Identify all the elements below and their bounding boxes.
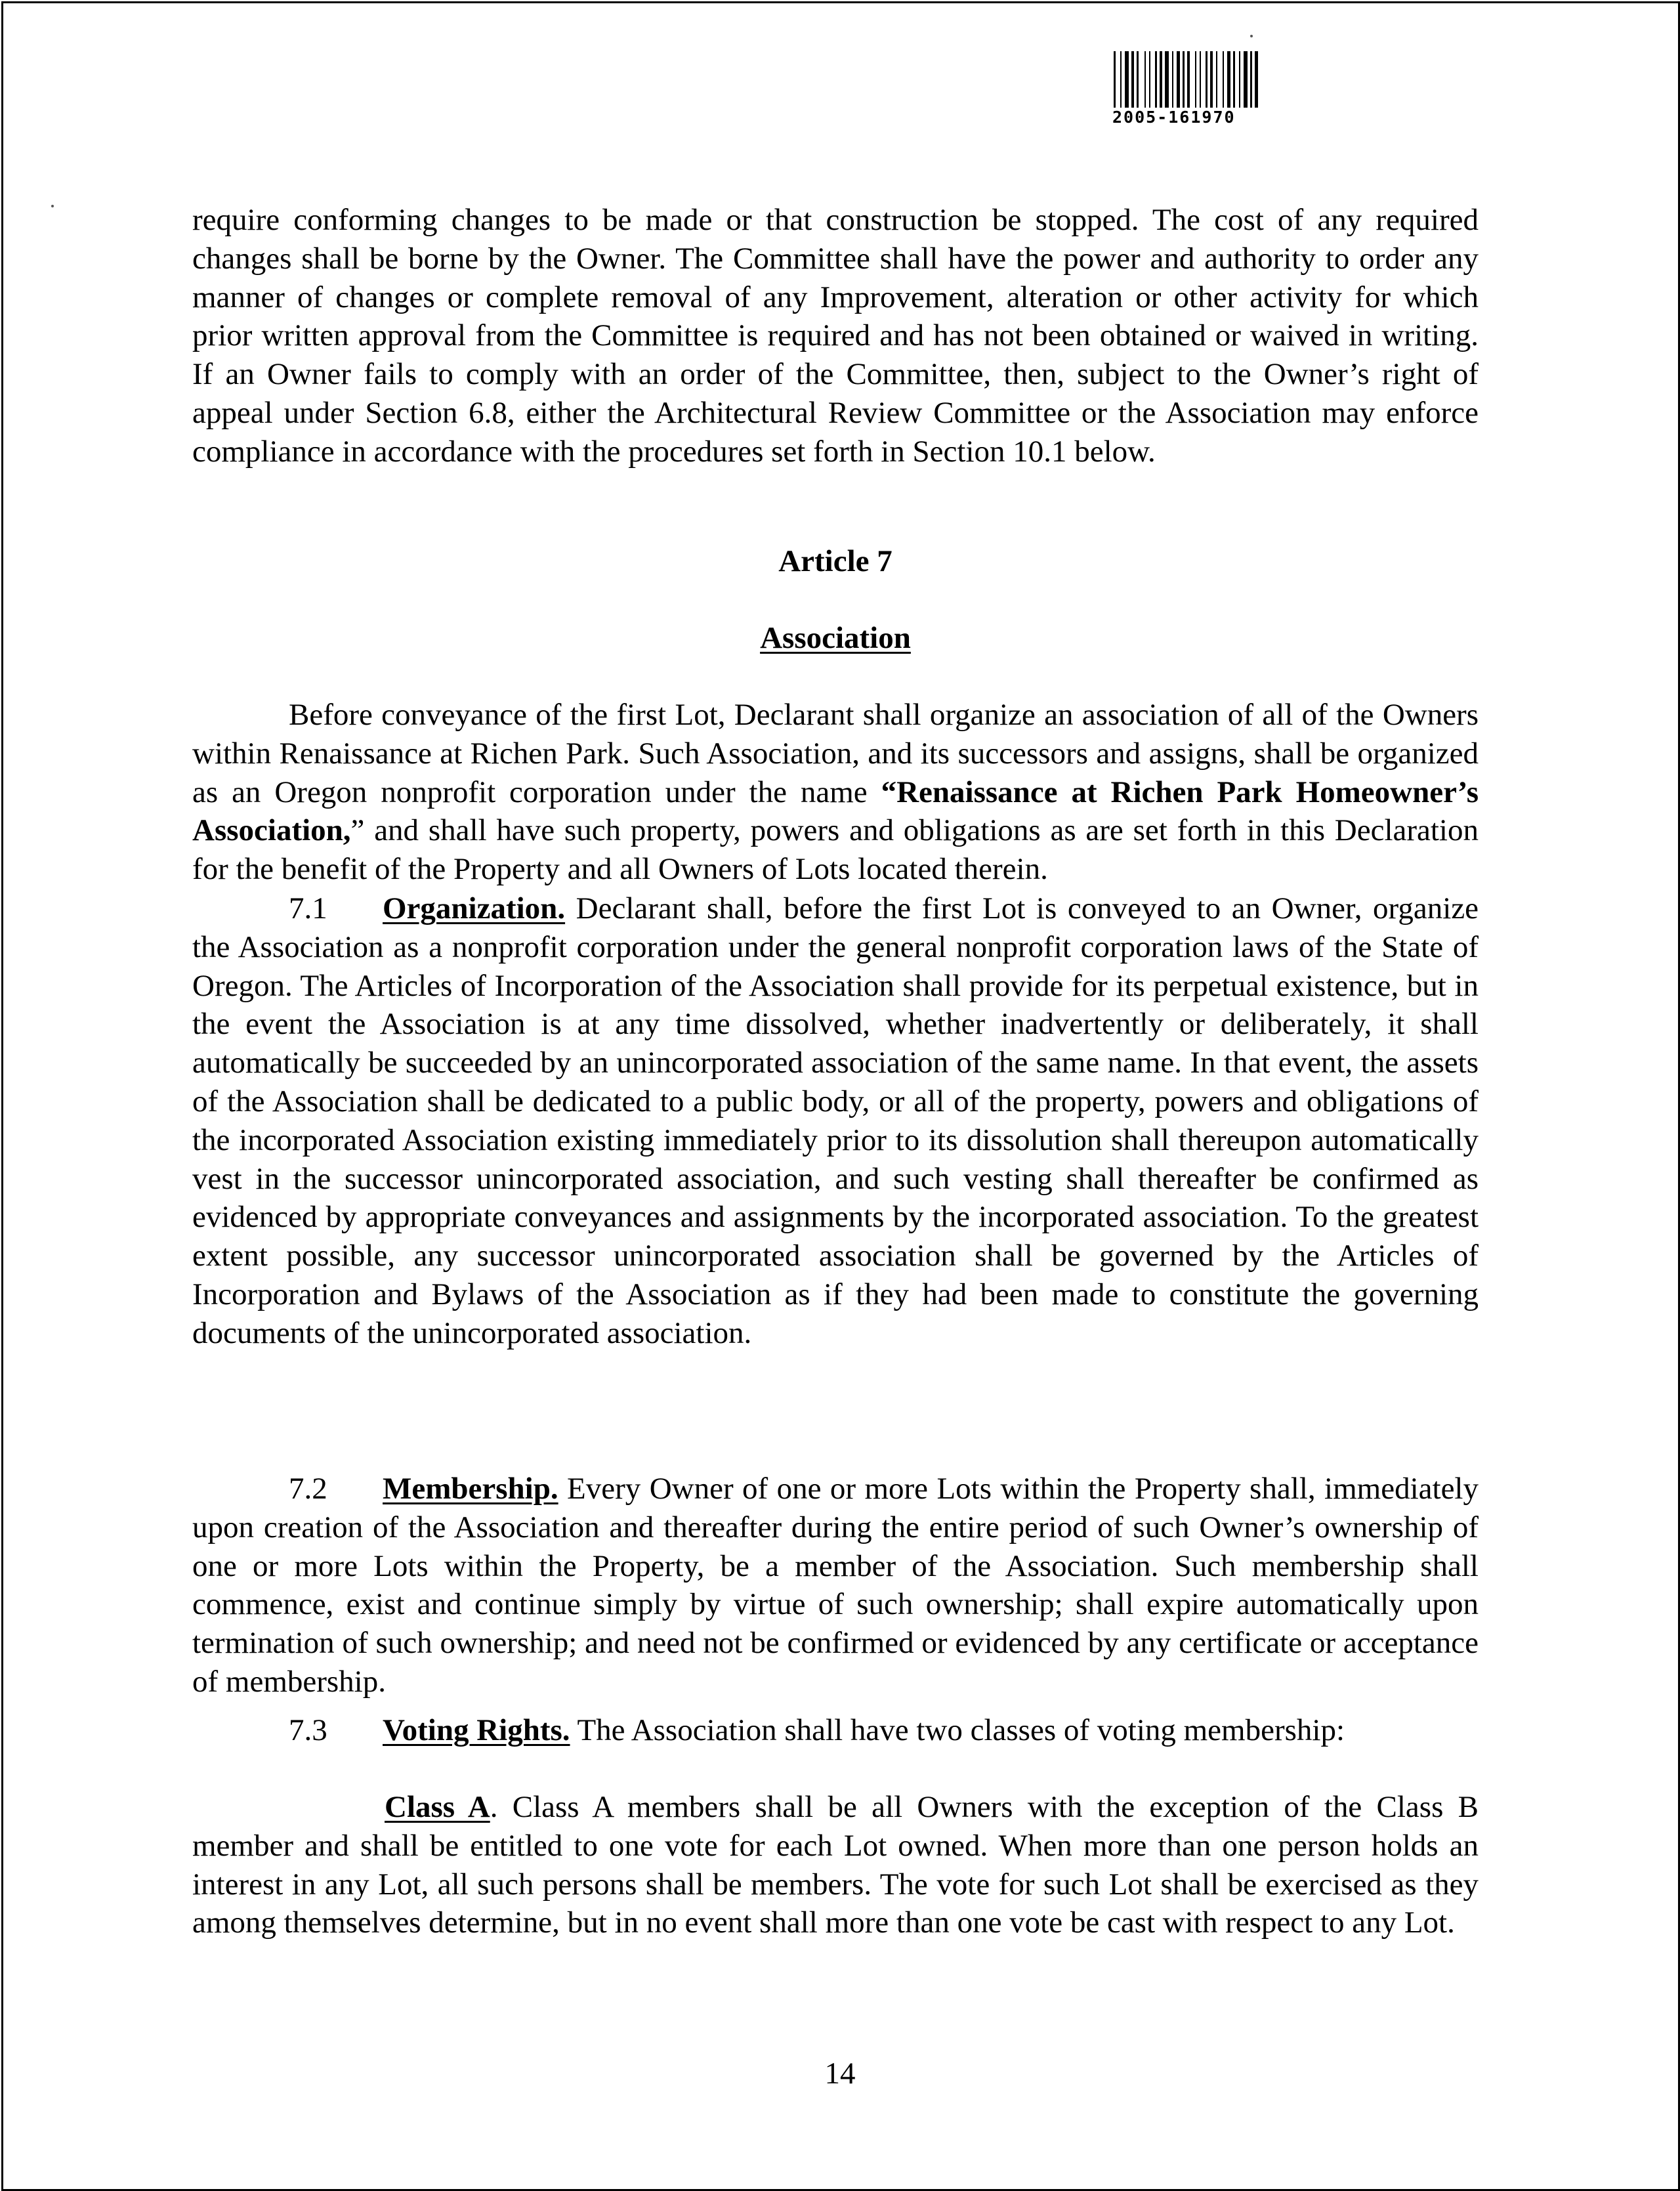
- section-number: 7.3: [289, 1713, 327, 1747]
- barcode-bar: [1155, 51, 1157, 108]
- class-a-text: . Class A members shall be all Owners with the exception of the Class B member and shall be entitled to one vote for each Lot owned. When more than one person holds an interest in any Lot, all such persons shall be members. The vote for such Lot shall be exercised as they among themselves determine, but in no event shall more than one vote be cast with respect to any Lot.: [192, 1790, 1479, 1940]
- barcode-bar: [1149, 51, 1150, 108]
- section-text: Every Owner of one or more Lots within the Property shall, immediately upon creation of the Association and thereafter during the entire period of such Owner’s ownership of one or more Lots within the Property, be a member of the Association. Such membership shall commence, exist and continue simply by virtue of such ownership; shall expire automatically upon termination of such ownership; and need not be confirmed or evidenced by any certificate or acceptance of membership.: [192, 1472, 1479, 1699]
- barcode-bar: [1114, 51, 1116, 108]
- barcode-bar: [1244, 51, 1248, 108]
- section-number: 7.2: [289, 1472, 327, 1506]
- page-number: 14: [824, 2056, 856, 2091]
- class-a-title: Class A: [385, 1790, 490, 1824]
- barcode-bar: [1255, 51, 1258, 108]
- section-7-2: [192, 1470, 1479, 1701]
- article-intro-after: ” and shall have such property, powers and obligations as are set forth in this Declaration for the benefit of the Property and all Owners of Lots located therein.: [192, 813, 1479, 887]
- barcode-bar: [1206, 51, 1208, 108]
- barcode-bar: [1227, 51, 1230, 108]
- association-name: “Renaissance at Richen Park Homeowner’s Association,: [192, 775, 1479, 848]
- barcode-bar: [1210, 51, 1213, 108]
- section-7-1: [192, 889, 1479, 1353]
- barcode-bar: [1200, 51, 1201, 108]
- article-heading: Article 7: [778, 544, 892, 578]
- scan-speck: [1250, 35, 1253, 37]
- barcode-bar: [1239, 51, 1240, 108]
- barcode-bar: [1177, 51, 1180, 108]
- barcode-bar: [1120, 51, 1122, 108]
- section-text: Declarant shall, before the first Lot is conveyed to an Owner, organize the Association as a nonprofit corporation under the general nonprofit corporation laws of the State of Oregon. The Articles of Incorporation of the Association shall provide for its perpetual existence, but in the event the Association is at any time dissolved, whether inadvertently or deliberately, it shall automatically be succeeded by an unincorporated association of the same name. In that event, the assets of the Association shall be dedicated to a public body, or all of the property, powers and obligations of the incorporated Association existing immediately prior to its dissolution shall thereupon automatically vest in the successor unincorporated association, and such vesting shall thereafter be confirmed as evidenced by appropriate conveyances and assignments by the incorporated association. To the greatest extent possible, any successor unincorporated association shall be governed by the Articles of Incorporation and Bylaws of the Association as if they had been made to constitute the governing documents of the unincorporated association.: [192, 891, 1479, 1350]
- article-title-text: Association: [760, 621, 911, 655]
- barcode-bar: [1195, 51, 1196, 108]
- barcode-bar: [1144, 51, 1146, 108]
- class-a-paragraph: [192, 1788, 1479, 1942]
- barcode-bar: [1250, 51, 1252, 108]
- article-intro-paragraph: [192, 696, 1479, 889]
- barcode: [1112, 51, 1408, 108]
- scan-speck: [51, 205, 54, 207]
- barcode-bar: [1183, 51, 1185, 108]
- barcode-bar: [1165, 51, 1169, 108]
- barcode-bar: [1172, 51, 1173, 108]
- section-text: The Association shall have two classes of voting membership:: [570, 1713, 1345, 1747]
- section-number: 7.1: [289, 891, 327, 925]
- barcode-bar: [1160, 51, 1162, 108]
- barcode-bar: [1137, 51, 1139, 108]
- section-title: Organization.: [383, 891, 566, 925]
- intro-paragraph: require conforming changes to be made or that construction be stopped. The cost of any required changes shall be borne by the Owner. The Committee shall have the power and authority to order any manner of changes or complete removal of any Improvement, alteration or other activity for which prior written approval from the Committee is required and has not been obtained or waived in writing. If an Owner fails to comply with an order of the Committee, then, subject to the Owner’s right of appeal under Section 6.8, either the Architectural Review Committee or the Association may enforce compliance in accordance with the procedures set forth in Section 10.1 below.: [192, 203, 1479, 469]
- section-title: Membership.: [383, 1472, 558, 1506]
- barcode-bar: [1187, 51, 1190, 108]
- section-title: Voting Rights.: [383, 1713, 570, 1747]
- barcode-number: 2005-161970: [1112, 108, 1236, 127]
- section-7-3: [192, 1711, 1479, 1750]
- article-intro-before: Before conveyance of the first Lot, Declarant shall organize an association of all of the Owners within Renaissance at Richen Park. Such Association, and its successors and assigns, shall be organized as an Oregon nonprofit corporation under the name: [192, 698, 1479, 809]
- barcode-bar: [1223, 51, 1224, 108]
- barcode-bar: [1216, 51, 1217, 108]
- barcode-bar: [1233, 51, 1235, 108]
- barcode-bar: [1125, 51, 1129, 108]
- barcode-bar: [1131, 51, 1134, 108]
- article-title: [192, 619, 1479, 657]
